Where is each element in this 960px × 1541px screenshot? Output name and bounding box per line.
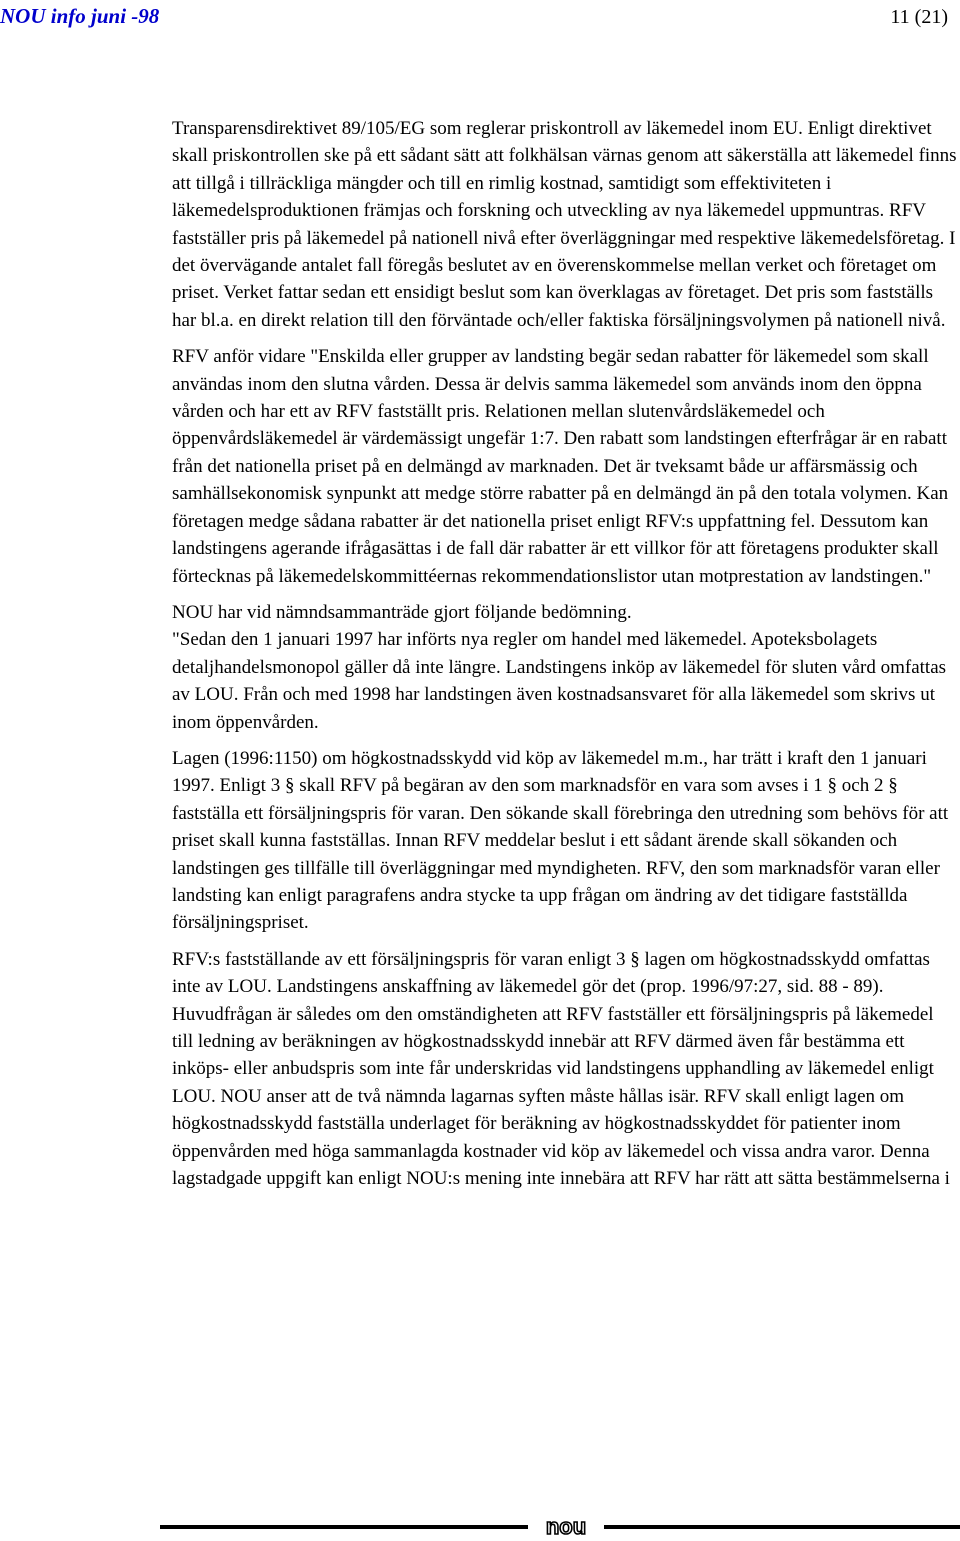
- paragraph-rfv-pricing: RFV:s fastställande av ett försäljningspris för varan enligt 3 § lagen om högkostnadsskydd omfattas inte av LOU. Landstingens anskaffning av läkemedel gör det (prop. 1996/97:27, sid. 88 - 89). Huvudfrågan är således om den omständigheten att RFV fastställer ett försäljningspris på läkemedel till ledning av beräkningen av högkostnadsskydd innebär att RFV därmed även får bestämma ett inköps- eller anbudspris som inte får underskridas vid landstingens upphandling av läkemedel enligt LOU. NOU anser att de två nämnda lagarnas syften måste hållas isär. RFV skall enligt lagen om högkostnadsskydd fastställa underlaget för beräkning av högkostnadsskyddet för patienter inom öppenvården med höga sammanlagda kostnader vid köp av läkemedel och vissa andra varor. Denna lagstadgade uppgift kan enligt NOU:s mening inte innebära att RFV har rätt att sätta bestämmelserna i: [172, 948, 950, 1190]
- page-header: [0, 4, 960, 36]
- document-body: [172, 115, 958, 1201]
- svg-text:nou: nou: [545, 1514, 587, 1538]
- nou-logo: [530, 1514, 602, 1538]
- page-number: 11 (21): [890, 6, 948, 28]
- paragraph-nou-assessment-intro: NOU har vid nämndsammanträde gjort följande bedömning.: [172, 601, 632, 623]
- paragraph-new-rules: "Sedan den 1 januari 1997 har införts nya regler om handel med läkemedel. Apoteksbolagets detaljhandelsmonopol gäller då inte längre. Landstingens inköp av läkemedel för sluten vård omfattas av LOU. Från och med 1998 har landstingen även kostnadsansvaret för alla läkemedel som skrivs ut inom öppenvården.: [172, 629, 947, 733]
- page-footer: [0, 1514, 960, 1540]
- paragraph-rfv-statement: RFV anför vidare "Enskilda eller grupper av landsting begär sedan rabatter för läkemedel som skall användas inom den slutna vården. Dessa är delvis samma läkemedel som används inom den öppna vården och har ett av RFV fastställt pris. Relationen mellan slutenvårdsläkemedel och öppenvårdsläkemedel är värdemässigt ungefär 1:7. Den rabatt som landstingen efterfrågar är en rabatt från det nationella priset på en delmängd av marknaden. Det är tveksamt både ur affärsmässig och samhällsekonomisk synpunkt att medge större rabatter på en delmängd än på den totala volymen. Kan företagen medge sådana rabatter är det nationella priset enligt RFV:s uppfattning fel. Dessutom kan landstingens agerande ifrågasättas i de fall där rabatter är ett villkor för att företagens produkter skall förtecknas på läkemedelskommittéernas rekommendationslistor utan motprestation av landstingen.": [172, 346, 949, 587]
- paragraph-transparency-directive: Transparensdirektivet 89/105/EG som reglerar priskontroll av läkemedel inom EU. Enligt direktivet skall priskontrollen ske på ett sådant sätt att folkhälsan värnas genom att säkerställa att läkemedel finns att tillgå i tillräckliga mängder och till en rimlig kostnad, samtidigt som effektiviteten i läkemedelsproduktionen främjas och forskning och utveckling av nya läkemedel uppmuntras. RFV fastställer pris på läkemedel på nationell nivå efter överläggningar med respektive läkemedelsföretag. I det övervägande antalet fall föregås beslutet av en överenskommelse mellan verket och företaget om priset. Verket fattar sedan ett ensidigt beslut som kan överklagas av företaget. Det pris som fastställs har bl.a. en direkt relation till den förväntade och/eller faktiska försäljningsvolymen på nationell nivå.: [172, 118, 957, 331]
- paragraph-high-cost-protection-law: Lagen (1996:1150) om högkostnadsskydd vid köp av läkemedel m.m., har trätt i kraft den 1 januari 1997. Enligt 3 § skall RFV på begäran av den som marknadsför en vara som avses i 1 § och 2 § fastställa ett försäljningspris för varan. Den sökande skall förebringa den utredning som behövs för att priset skall kunna fastställas. Innan RFV meddelar beslut i ett sådant ärende skall sökanden och landstingen ges tillfälle till överläggningar med myndigheten. RFV, den som marknadsför varan eller landsting kan enligt paragrafens andra stycke ta upp frågan om ändring av det tidigare fastställda försäljningspriset.: [172, 747, 949, 934]
- newsletter-title: NOU info juni -98: [0, 4, 160, 28]
- footer-rule-left: [160, 1525, 528, 1529]
- footer-rule-right: [604, 1525, 960, 1529]
